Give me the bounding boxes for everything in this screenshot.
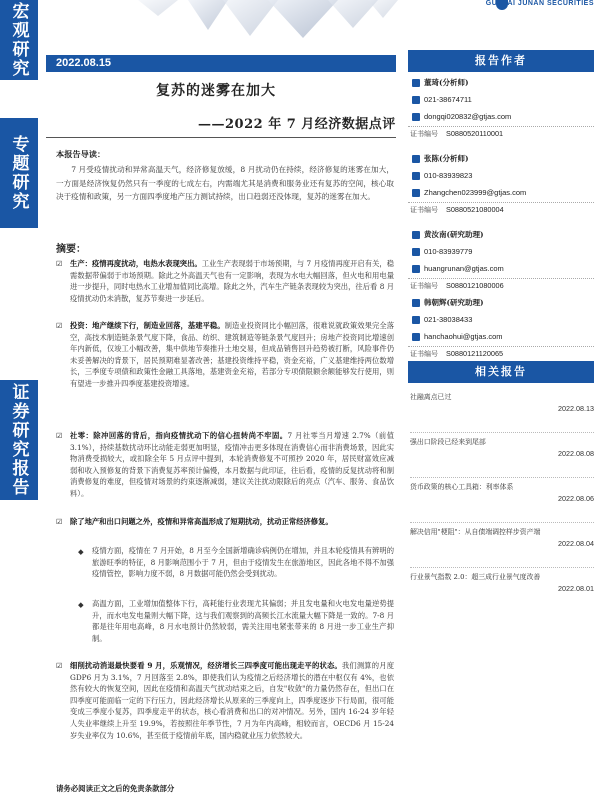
diamond-bullet-icon: ◆ [78, 547, 84, 556]
cert-number: S0880121120065 [446, 349, 504, 358]
guide-text: 7 月受疫情扰动和异常高温天气，经济修复放缓，8 月扰动仍在持续，经济修复的迷雾在加大，一方面是经济恢复仍然只有一季度的七成左右，内需端尤其是消费和服务业还有复苏的空间，核心取决于疫情和政策，另一方面四季度地产压力测试持续，出口趋弱还没体现，复苏的迷雾在加大。 [56, 165, 394, 201]
abstract-heading: 摘要： [56, 244, 86, 255]
sub-bullet-text: 高温方面，工业增加值整体下行，高耗能行业表现尤其偏弱；并且发电量和火电发电量逆势提升，而水电发电量则大幅下降，这与我们观察到的高频长江水流量大幅下降是一致的。7-8 月都是往年用电高峰，8 月水电预计仍然较弱，需关注用电紧张带来的 8 月进一步工业生产抑制。 [92, 599, 394, 643]
related-report-item[interactable] [410, 571, 594, 593]
cert-label: 证书编号 [410, 130, 438, 138]
analyst-name: 韩朝辉(研究助理) [424, 298, 484, 307]
related-report-title[interactable]: 社融离点已过 [410, 393, 452, 401]
analyst-email[interactable]: hanchaohui@gtjas.com [424, 332, 503, 341]
related-report-date: 2022.08.06 [558, 494, 594, 503]
bullet-bold: 除了地产和出口问题之外，疫情和异常高温形成了短期扰动，扰动正常经济修复。 [70, 517, 333, 526]
report-date-bar: 2022.08.15 [46, 55, 396, 72]
phone-icon [412, 96, 420, 104]
person-icon [412, 155, 420, 163]
divider [46, 137, 396, 138]
abstract-bullet-outlook [56, 660, 394, 741]
sub-bullet-text: 疫情方面，疫情在 7 月开始，8 月至今全国新增确诊病例仍在增加，并且本轮疫情具有辨明的旅游旺季的特征，8 月影响范围小于 7 月，但由于疫情发生在旅游地区，因此各地不得不加强疫情管控，影响力度不弱，8 月数据可能仍然会受到扰动。 [92, 546, 394, 579]
bullet-text: 7 月社零当月增速 2.7%（前值 3.1%），持续基数扰动环比动能走弱更加明显，疫情冲击更多体现在消费信心而非消费场景，因此实物消费受损较大，或扣除全年 5 月点评中提到，本轮消费修复不可照抄 2020 年，居民财富效应减弱和收入预修复的背景下消费复苏率预计偏慢，本月数据与此印证，往后看，疫情的反复扰动将和制消费修复的难度，但疫情对场景的约束逐渐减弱，建议关注扰动限除后的亮点（汽车、服务、食品饮料）。 [70, 431, 395, 498]
person-icon [412, 79, 420, 87]
phone-icon [412, 316, 420, 324]
cert-number: S0880520110001 [446, 129, 504, 138]
person-icon [412, 299, 420, 307]
analyst-name: 董琦(分析师) [424, 78, 469, 87]
analyst-email[interactable]: Zhangchen023999@gtjas.com [424, 188, 527, 197]
analyst-email[interactable]: dongqi020832@gtjas.com [424, 112, 512, 121]
divider [410, 432, 594, 433]
related-report-date: 2022.08.01 [558, 584, 594, 593]
related-report-date: 2022.08.08 [558, 449, 594, 458]
divider [410, 522, 594, 523]
abstract-bullet-production [56, 258, 394, 304]
checkbox-bullet-icon: ☑ [56, 662, 63, 670]
cert-label: 证书编号 [410, 350, 438, 358]
abstract-bullet-retail [56, 430, 394, 500]
report-subtitle: ——2022 年 7 月经济数据点评 [198, 117, 396, 132]
bullet-bold: 投资：地产继续下行，制造业回落，基建平稳。 [70, 321, 225, 330]
related-report-title[interactable]: 强出口阶段已经来到尾部 [410, 438, 486, 446]
email-icon [412, 265, 420, 273]
related-report-title[interactable]: 行业景气指数 2.0：超三成行业景气度改善 [410, 573, 541, 581]
company-logo-text: GUOTAI JUNAN SECURITIES [485, 0, 594, 7]
bullet-bold: 社零：除冲回落的背后，指向疫情扰动下的信心扭转尚不牢固。 [70, 431, 288, 440]
sub-bullet-epidemic [78, 545, 394, 580]
cert-label: 证书编号 [410, 206, 438, 214]
email-icon [412, 113, 420, 121]
analyst-phone: 021-38038433 [424, 315, 473, 324]
related-report-title[interactable]: 货币政策的核心工具箱：利率体系 [410, 483, 514, 491]
email-icon [412, 333, 420, 341]
phone-icon [412, 172, 420, 180]
sidebar-label-macro: 宏观研究 [0, 0, 38, 80]
left-sidebar [0, 0, 38, 800]
report-title: 复苏的迷雾在加大 [156, 83, 276, 99]
checkbox-bullet-icon: ☑ [56, 432, 63, 440]
related-report-item[interactable] [410, 391, 594, 413]
checkbox-bullet-icon: ☑ [56, 322, 63, 330]
analyst-email[interactable]: huangrunan@gtjas.com [424, 264, 504, 273]
bullet-text: 我们测算的月度 GDP6 月为 3.1%，7 月回落至 2.8%，即使我们认为疫情之后经济增长的潜在中枢仅有 4%，也依然有较大的恢复空间，因此在疫情和高温天气扰动结束之后，自发"收敛"的力量仍然存在，但出口在四季度可能面临一定的下行压力，因此经济增长从原来的三季度向上，四季度逐步下行局面，很可能变成三季度小复苏，四季度走平的状态，核心看消费和出口的对冲情况。另外，国内 16-24 岁年轻人失业率继续上升至 19.9%，若按照往年季节性，7 月为年内高峰，相较而言，OECD6 月 15-24 岁失业率仅为 10.6%，甚至低于疫情前年底，国内稳就业压力依然较大。 [70, 661, 395, 740]
authors-heading: 报告作者 [408, 50, 594, 72]
header-banner [38, 0, 600, 42]
checkbox-bullet-icon: ☑ [56, 260, 63, 268]
related-report-title[interactable]: 解决信用"梗阻"：从自债端调控样步资产端 [410, 528, 541, 536]
analyst-name: 黄汝南(研究助理) [424, 230, 484, 239]
bullet-bold: 生产：疫情再度扰动，电热水表现突出。 [70, 259, 202, 268]
related-reports-heading: 相关报告 [408, 361, 594, 383]
abstract-bullet-disruption [56, 516, 394, 528]
phone-icon [412, 248, 420, 256]
related-report-date: 2022.08.04 [558, 539, 594, 548]
person-icon [412, 231, 420, 239]
bullet-text: 工业生产表现弱于市场预期，与 7 月疫情再度开启有关，稳需数据带偏弱于市场预期。除此之外高温天气也有一定影响，表现为水电大幅回落，但火电和用电量进一步提升，同时电热水工业增加值同比高增。除此之外，汽车生产链条表现较为突出，往后看 8 月疫情扰动仍未消散，复苏节奏进一步延后。 [70, 259, 394, 303]
sidebar-label-special: 专题研究 [0, 118, 38, 228]
disclaimer-footer: 请务必阅读正文之后的免责条款部分 [56, 784, 175, 793]
diamond-bullet-icon: ◆ [78, 600, 84, 609]
analyst-phone: 021-38674711 [424, 95, 472, 104]
cert-number: S0880521080004 [446, 205, 504, 214]
divider [410, 567, 594, 568]
sub-bullet-heat [78, 598, 394, 644]
analyst-phone: 010-83939779 [424, 247, 473, 256]
cert-number: S0880121080006 [446, 281, 504, 290]
related-report-item[interactable] [410, 526, 594, 548]
bullet-text: 制造业投资同比小幅回落，很难说就政策效果完全落空，高技术制造链条景气度下降，食品、纺织、建筑制造等链条景气度回升；房地产投资同比增速创年内新低，仅竣工小幅改善，集中供地节奏推升土地交易，但成品销售回升趋势被打断，风险事件仍未妥善解决的背景下，居民预期难显著改善；基建投资维持平稳，资金充裕，广义基建维持两位数增长，三季度专项债和政策性金融工具落地，基建资金充裕，若部分专项债限额余额能够发行使用，则有望进一步推升四季度基建投资增速。 [70, 321, 395, 388]
related-report-date: 2022.08.13 [558, 404, 594, 413]
divider [410, 477, 594, 478]
checkbox-bullet-icon: ☑ [56, 518, 63, 526]
analyst-phone: 010-83939823 [424, 171, 473, 180]
analyst-name: 张陈(分析师) [424, 154, 469, 163]
email-icon [412, 189, 420, 197]
abstract-bullet-investment [56, 320, 394, 390]
guide-heading: 本报告导读： [56, 149, 106, 159]
bullet-bold: 细削扰动消退最快要看 9 月，乐观情况，经济增长三四季度可能出现走平的状态。 [70, 661, 342, 670]
sidebar-label-report: 证券研究报告 [0, 380, 38, 500]
related-report-item[interactable] [410, 436, 594, 458]
related-report-item[interactable] [410, 481, 594, 503]
authors-panel [408, 50, 594, 72]
cert-label: 证书编号 [410, 282, 438, 290]
